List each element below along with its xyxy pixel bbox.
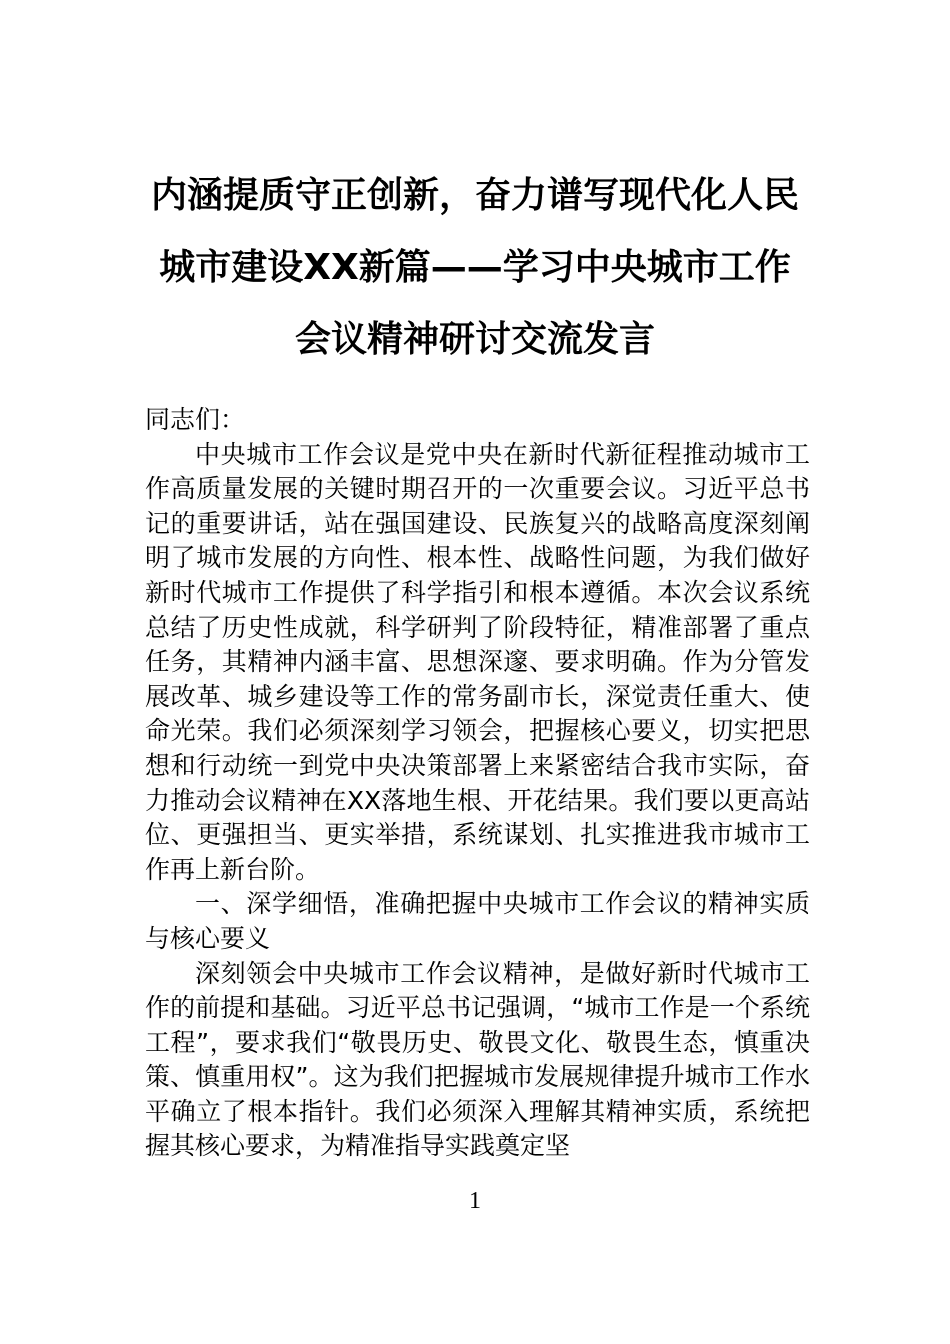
document-body: [145, 403, 810, 1164]
salutation: 同志们：: [145, 405, 246, 434]
body-paragraph-1: 中央城市工作会议是党中央在新时代新征程推动城市工作高质量发展的关键时期召开的一次重要会议。习近平总书记的重要讲话，站在强国建设、民族复兴的战略高度深刻阐明了城市发展的方向性、根本性、战略性问题，为我们做好新时代城市工作提供了科学指引和根本遵循。本次会议系统总结了历史性成就，科学研判了阶段特征，精准部署了重点任务，其精神内涵丰富、思想深邃、要求明确。作为分管发展改革、城乡建设等工作的常务副市长，深觉责任重大、使命光荣。我们必须深刻学习领会，把握核心要义，切实把思想和行动统一到党中央决策部署上来紧密结合我市实际，奋力推动会议精神在XX落地生根、开花结果。我们要以更高站位、更强担当、更实举措，系统谋划、扎实推进我市城市工作再上新台阶。: [145, 439, 810, 884]
title-line-1: 内涵提质守正创新，奋力谱写现代化人民: [150, 175, 799, 216]
section-heading-1: 一、深学细悟，准确把握中央城市工作会议的精神实质与核心要义: [145, 889, 810, 953]
document-title: [140, 160, 810, 376]
title-line-2: 城市建设XX新篇——学习中央城市工作: [159, 247, 791, 288]
page-number: 1: [469, 1188, 481, 1214]
body-paragraph-2: 深刻领会中央城市工作会议精神，是做好新时代城市工作的前提和基础。习近平总书记强调，“城市工作是一个系统工程”，要求我们“敬畏历史、敬畏文化、敬畏生态，慎重决策、慎重用权”。这为我们把握城市发展规律提升城市工作水平确立了根本指针。我们必须深入理解其精神实质，系统把握其核心要求，为精准指导实践奠定坚: [145, 958, 810, 1161]
title-line-3: 会议精神研讨交流发言: [294, 319, 655, 360]
